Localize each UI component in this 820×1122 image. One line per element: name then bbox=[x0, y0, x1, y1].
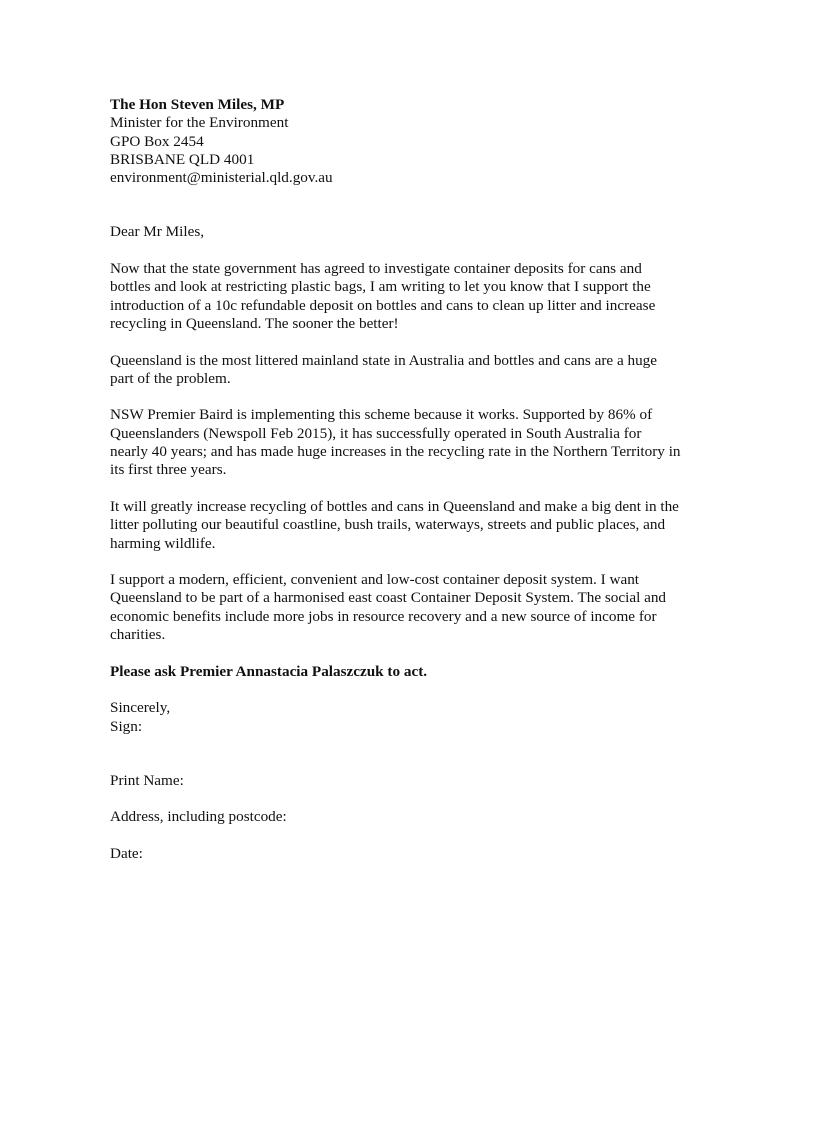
paragraph-2 bbox=[110, 352, 722, 389]
call-to-action: Please ask Premier Annastacia Palaszczuk to act. bbox=[110, 662, 428, 680]
sign-label: Sign: bbox=[110, 717, 143, 735]
paragraph-line: I support a modern, efficient, convenient and low-cost container deposit system. I want bbox=[110, 571, 640, 589]
paragraph-line: harming wildlife. bbox=[110, 534, 216, 552]
recipient-address bbox=[110, 96, 722, 187]
paragraph-line: nearly 40 years; and has made huge increases in the recycling rate in the Northern Territory in bbox=[110, 443, 681, 461]
paragraph-line: Queenslanders (Newspoll Feb 2015), it has successfully operated in South Australia for bbox=[110, 424, 642, 442]
recipient-city: BRISBANE QLD 4001 bbox=[110, 150, 255, 168]
print-name-label: Print Name: bbox=[110, 771, 184, 789]
paragraph-line: litter polluting our beautiful coastline, bush trails, waterways, streets and public places, and bbox=[110, 516, 666, 534]
recipient-email: environment@ministerial.qld.gov.au bbox=[110, 169, 333, 187]
paragraph-4 bbox=[110, 498, 722, 553]
salutation: Dear Mr Miles, bbox=[110, 223, 205, 241]
paragraph-line: It will greatly increase recycling of bottles and cans in Queensland and make a big dent in the bbox=[110, 497, 679, 515]
recipient-box: GPO Box 2454 bbox=[110, 132, 204, 150]
paragraph-line: economic benefits include more jobs in resource recovery and a new source of income for bbox=[110, 607, 657, 625]
paragraph-line: introduction of a 10c refundable deposit on bottles and cans to clean up litter and increase bbox=[110, 296, 656, 314]
paragraph-1 bbox=[110, 260, 722, 333]
paragraph-5 bbox=[110, 571, 722, 644]
paragraph-line: charities. bbox=[110, 626, 166, 644]
address-label: Address, including postcode: bbox=[110, 808, 287, 826]
paragraph-line: its first three years. bbox=[110, 461, 227, 479]
recipient-name: The Hon Steven Miles, MP bbox=[110, 96, 285, 113]
letter-body bbox=[110, 96, 722, 863]
paragraph-line: Now that the state government has agreed to investigate container deposits for cans and bbox=[110, 260, 642, 278]
paragraph-line: Queensland to be part of a harmonised east coast Container Deposit System. The social and bbox=[110, 589, 667, 607]
date-label: Date: bbox=[110, 844, 143, 862]
paragraph-line: NSW Premier Baird is implementing this scheme because it works. Supported by 86% of bbox=[110, 406, 653, 424]
paragraph-line: Queensland is the most littered mainland state in Australia and bottles and cans are a huge bbox=[110, 351, 658, 369]
paragraph-line: part of the problem. bbox=[110, 369, 231, 387]
paragraph-line: recycling in Queensland. The sooner the better! bbox=[110, 314, 399, 332]
recipient-title: Minister for the Environment bbox=[110, 114, 289, 132]
closing: Sincerely, bbox=[110, 699, 171, 717]
paragraph-3 bbox=[110, 406, 722, 479]
paragraph-line: bottles and look at restricting plastic bags, I am writing to let you know that I support the bbox=[110, 278, 651, 296]
